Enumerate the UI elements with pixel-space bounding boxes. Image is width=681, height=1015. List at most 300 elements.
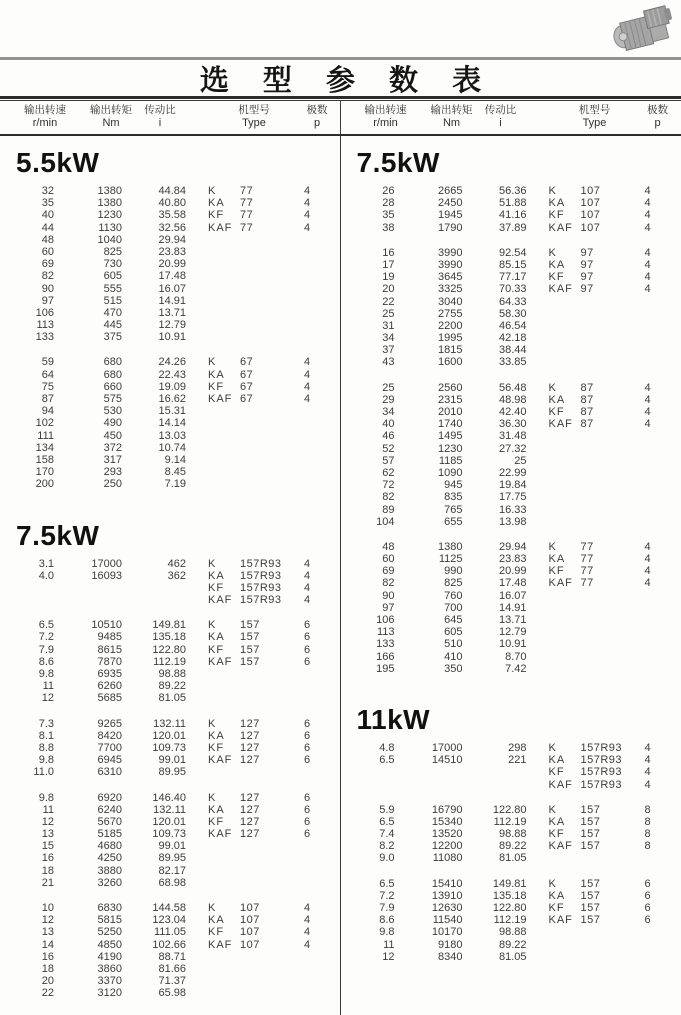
cell-spacer [527,443,545,455]
cell-output-torque: 6830 [97,902,122,914]
cell-output-torque: 765 [444,503,463,516]
cell-poles: 6 [303,791,311,804]
cell-output-speed: 44 [41,221,54,234]
cell-output-torque: 6945 [97,754,122,767]
cell-output-speed: 89 [382,503,395,516]
header-poles-cn: 极数 [647,104,668,116]
cell-output-speed: 32 [41,185,54,197]
cell-type-prefix [204,975,238,987]
cell-type-prefix [545,602,579,614]
cell-output-torque: 2010 [438,406,463,418]
cell-type-size: 107 [580,209,601,222]
cell-output-speed: 11 [42,803,54,816]
cell-output-torque: 1815 [438,344,463,357]
cell-output-torque: 1230 [97,209,122,222]
cell-ratio: 221 [508,754,527,767]
table-row [341,406,681,418]
cell-spacer [527,382,545,394]
cell-output-speed: 133 [376,638,395,651]
cell-output-torque: 13910 [431,889,463,902]
cell-output-torque: 12200 [431,840,463,853]
table-row [0,307,340,319]
cell-type-size: 77 [240,209,254,222]
cell-spacer [186,730,204,742]
cell-type-size: 157 [580,828,601,841]
cell-ratio: 65.98 [158,987,186,1000]
cell-spacer [186,804,204,816]
cell-spacer [527,766,545,778]
cell-spacer [527,614,545,626]
cell-ratio: 82.17 [158,864,186,877]
cell-output-speed: 26 [382,185,395,197]
table-row [0,939,340,951]
cell-type-prefix: KF [548,766,565,779]
cell-output-torque: 4680 [97,840,122,853]
header-poles [641,104,675,130]
cell-type-prefix [545,626,579,638]
cell-output-speed: 8.2 [379,840,395,853]
cell-spacer [527,852,545,864]
cell-poles: 4 [303,914,311,927]
table-row [0,258,340,270]
cell-output-torque: 825 [103,245,122,258]
table-row [0,209,340,221]
table-row [341,840,681,852]
gearbox-photo-icon [606,2,678,57]
cell-spacer [186,852,204,864]
cell-ratio: 362 [167,569,186,582]
cell-type-prefix [545,320,579,332]
table-row [0,656,340,668]
cell-poles: 8 [644,815,651,828]
cell-poles [635,590,661,602]
cell-type-size [579,852,635,864]
cell-poles [294,680,320,692]
table-row [0,692,340,704]
cell-output-torque: 530 [103,405,122,418]
table-row [0,975,340,987]
cell-poles: 4 [644,565,651,578]
cell-type-prefix: KAF [208,393,233,405]
cell-type-size: 77 [580,553,594,566]
cell-output-speed: 134 [35,441,54,454]
cell-type-size: 107 [240,902,260,914]
cell-output-speed: 5.9 [379,803,395,816]
header-speed-unit: r/min [32,117,58,129]
cell-type-size: 77 [580,565,594,578]
cell-type-prefix [545,590,579,602]
cell-poles: 8 [644,803,651,816]
cell-type-prefix: KAF [548,418,573,431]
table-row [341,344,681,356]
cell-type-size: 87 [580,393,594,406]
table-row [341,222,681,234]
cell-spacer [527,565,545,577]
cell-output-torque [54,594,122,606]
cell-type-prefix: KAF [548,914,573,927]
cell-ratio: 98.88 [498,926,527,939]
cell-type-prefix [545,926,579,938]
cell-type-size: 107 [240,914,260,927]
cell-output-torque: 16093 [91,569,122,582]
cell-output-torque: 6240 [97,803,122,816]
cell-spacer [186,197,204,209]
table-row [0,730,340,742]
cell-ratio: 16.62 [158,393,186,405]
cell-poles [294,295,320,307]
cell-type-prefix [545,296,579,308]
cell-type-prefix [204,417,238,429]
cell-output-torque: 6260 [97,680,122,693]
cell-poles: 6 [303,729,311,742]
cell-spacer [527,926,545,938]
table-block [341,804,681,865]
table-row [0,570,340,582]
table-row [341,577,681,589]
cell-ratio: 123.04 [152,914,186,927]
cell-output-torque: 3645 [438,271,463,284]
table-row [341,602,681,614]
cell-spacer [186,405,204,417]
cell-output-torque: 450 [103,429,122,442]
table-content [0,136,681,1015]
cell-output-speed: 31 [382,319,395,332]
header-speed-unit: r/min [373,117,398,129]
cell-output-torque: 2315 [438,393,463,406]
cell-poles [635,467,661,479]
cell-poles [635,455,661,467]
cell-output-speed: 9.8 [38,668,54,680]
cell-output-torque: 1790 [438,221,463,234]
cell-output-torque: 680 [103,368,122,381]
cell-type-prefix: KA [548,393,566,406]
cell-poles: 8 [644,828,651,841]
cell-type-size [238,466,294,478]
cell-poles: 4 [303,938,311,951]
cell-type-size [238,680,294,692]
cell-output-speed: 16 [382,246,395,259]
cell-output-speed: 13 [41,926,54,939]
cell-type-prefix [204,865,238,877]
cell-output-torque: 15340 [431,815,463,828]
cell-type-size [238,975,294,987]
table-row [341,185,681,197]
cell-type-prefix: KF [548,406,565,418]
cell-ratio: 8.70 [505,650,527,663]
cell-ratio: 9.14 [164,453,186,466]
cell-type-prefix: KAF [548,577,573,590]
cell-poles: 4 [303,368,311,381]
cell-output-speed: 12 [41,815,54,828]
cell-type-prefix [545,479,579,491]
table-row [341,197,681,209]
cell-output-speed: 166 [376,650,395,663]
cell-output-speed: 25 [382,307,395,320]
cell-poles [294,987,320,999]
cell-output-speed: 158 [35,453,54,466]
cell-output-speed: 37 [382,344,395,357]
cell-output-torque: 8420 [97,729,122,742]
table-row [0,926,340,938]
cell-type-prefix: K [208,902,217,914]
cell-output-speed: 34 [382,332,395,345]
cell-output-torque: 575 [103,393,122,405]
cell-type-size: 157R93 [580,766,623,779]
cell-type-size: 127 [240,815,260,828]
table-row [341,259,681,271]
cell-poles [294,258,320,270]
cell-output-torque [395,766,463,778]
cell-poles: 4 [644,741,651,754]
cell-type-prefix: K [548,540,557,553]
cell-poles [635,296,661,308]
cell-ratio: 149.81 [492,877,527,890]
cell-spacer [186,283,204,295]
cell-poles: 6 [303,717,311,730]
cell-spacer [186,828,204,840]
cell-output-speed [18,594,54,606]
cell-ratio: 42.40 [498,406,527,418]
cell-output-speed: 72 [382,479,395,492]
cell-type-size [579,479,635,491]
table-row [0,792,340,804]
cell-ratio: 40.80 [158,197,186,210]
cell-output-torque: 15410 [431,877,463,890]
cell-output-torque: 11540 [432,914,463,927]
cell-poles: 4 [644,406,651,418]
cell-output-torque: 5815 [97,914,122,927]
cell-output-speed: 7.2 [38,631,54,644]
cell-ratio: 48.98 [498,393,527,406]
cell-output-torque: 2450 [438,197,463,210]
cell-spacer [527,344,545,356]
cell-ratio: 102.66 [152,938,186,951]
header-torque-cn: 输出转矩 [90,104,132,116]
cell-type-prefix [545,344,579,356]
cell-spacer [527,271,545,283]
cell-spacer [527,418,545,430]
cell-type-size [579,430,635,442]
cell-type-size [579,663,635,675]
cell-type-size [238,877,294,889]
cell-output-torque: 1380 [97,197,122,210]
cell-ratio: 89.22 [158,680,186,693]
cell-poles [294,951,320,963]
cell-spacer [527,754,545,766]
cell-output-torque: 1495 [438,430,463,443]
cell-type-prefix [204,442,238,454]
column-right [341,136,681,1015]
cell-ratio: 7.19 [164,478,186,491]
cell-output-torque: 10170 [431,926,463,939]
cell-type-prefix [204,478,238,490]
cell-type-size [238,963,294,975]
cell-output-speed: 57 [382,454,395,467]
table-row [0,283,340,295]
cell-spacer [527,247,545,259]
cell-type-prefix: KAF [208,828,233,841]
cell-output-speed: 18 [41,962,54,975]
table-row [0,582,340,594]
cell-output-speed: 200 [35,478,54,491]
cell-output-torque: 945 [444,479,463,492]
cell-type-size [238,270,294,282]
cell-spacer [186,987,204,999]
cell-type-prefix: KAF [208,594,233,607]
cell-type-prefix: KAF [548,840,573,853]
cell-output-torque: 1040 [97,233,122,246]
cell-spacer [186,792,204,804]
cell-output-speed: 40 [382,418,395,431]
table-row [341,308,681,320]
cell-type-size [579,638,635,650]
cell-spacer [186,951,204,963]
cell-spacer [527,663,545,675]
cell-spacer [186,692,204,704]
cell-poles [635,516,661,528]
cell-output-torque [395,779,463,791]
cell-output-torque: 1380 [438,540,463,553]
table-block [341,742,681,791]
cell-type-size: 87 [580,406,594,418]
cell-output-speed: 8.6 [38,655,54,668]
cell-output-speed: 46 [382,430,395,443]
cell-output-torque: 3880 [97,864,122,877]
table-row [341,283,681,295]
cell-spacer [527,283,545,295]
cell-type-size: 67 [240,356,254,369]
cell-spacer [186,902,204,914]
cell-ratio: 146.40 [152,791,186,804]
table-row [0,631,340,643]
cell-ratio: 56.48 [498,381,527,394]
cell-ratio: 89.95 [158,766,186,779]
cell-spacer [186,644,204,656]
table-row [341,590,681,602]
cell-type-prefix [204,283,238,295]
cell-type-size: 107 [240,926,260,939]
table-row [341,951,681,963]
cell-output-speed: 21 [41,876,54,889]
cell-spacer [186,270,204,282]
cell-ratio: 23.83 [158,245,186,258]
cell-type-size: 127 [240,754,260,767]
table-row [341,553,681,565]
cell-output-speed: 4.0 [38,569,54,582]
cell-ratio: 10.91 [158,331,186,344]
cell-spacer [527,394,545,406]
cell-output-speed: 48 [382,540,395,553]
cell-spacer [527,259,545,271]
cell-ratio: 71.37 [158,975,186,988]
table-header [0,101,681,134]
cell-output-torque: 14510 [431,754,463,767]
table-row [341,443,681,455]
cell-output-speed: 69 [382,565,395,578]
cell-output-speed: 60 [382,553,395,566]
cell-poles: 6 [303,803,311,816]
cell-output-torque: 9265 [97,717,122,730]
cell-output-speed: 22 [41,987,54,1000]
cell-poles: 4 [644,553,651,566]
cell-type-size [579,296,635,308]
cell-type-size [579,651,635,663]
cell-spacer [527,779,545,791]
cell-type-prefix: KAF [208,221,233,234]
cell-poles: 4 [303,221,311,234]
cell-type-size: 157R93 [580,754,623,767]
table-row [0,619,340,631]
cell-ratio: 23.83 [498,553,527,566]
cell-output-torque: 3120 [97,987,122,1000]
cell-poles: 6 [303,828,311,841]
cell-spacer [527,504,545,516]
cell-type-size: 127 [240,741,260,754]
cell-output-speed: 12 [41,692,54,705]
cell-type-prefix [204,963,238,975]
cell-type-prefix [204,307,238,319]
cell-spacer [186,246,204,258]
table-row [0,417,340,429]
cell-output-torque: 1125 [438,553,463,566]
cell-poles: 4 [644,283,651,296]
cell-ratio: 36.30 [498,418,527,431]
cell-output-torque: 3990 [438,258,463,271]
cell-type-size [238,951,294,963]
cell-ratio: 120.01 [152,729,186,742]
cell-output-torque: 1230 [438,442,463,455]
cell-poles [294,405,320,417]
cell-type-prefix: KF [548,209,565,222]
cell-type-size: 127 [240,729,260,742]
table-row [0,369,340,381]
cell-ratio: 44.84 [158,185,186,197]
cell-output-torque: 660 [103,380,122,393]
table-block [0,356,340,490]
cell-type-prefix [204,405,238,417]
cell-type-prefix: KA [208,368,225,381]
cell-ratio: 17.75 [498,491,527,504]
cell-ratio: 16.07 [498,589,527,602]
cell-poles [294,840,320,852]
table-row [341,926,681,938]
cell-type-prefix [204,246,238,258]
cell-output-torque: 1380 [97,185,122,197]
cell-ratio: 32.56 [158,221,186,234]
header-ratio [473,104,529,130]
table-row [341,209,681,221]
cell-output-speed: 7.3 [38,717,54,730]
cell-ratio: 22.43 [158,368,186,381]
cell-output-torque: 6920 [97,791,122,804]
cell-output-speed: 7.9 [38,643,54,656]
cell-ratio: 99.01 [158,754,186,767]
cell-output-speed: 9.8 [38,791,54,804]
table-row [0,430,340,442]
cell-poles: 6 [644,889,651,902]
cell-ratio: 111.05 [153,926,186,939]
cell-type-prefix [204,466,238,478]
cell-output-speed: 16 [41,852,54,865]
cell-spacer [186,417,204,429]
cell-poles: 4 [303,902,311,914]
cell-output-speed: 104 [376,515,395,528]
header-type [549,104,641,130]
table-row [341,804,681,816]
cell-ratio: 122.80 [492,803,527,816]
cell-type-prefix [204,951,238,963]
table-row [341,828,681,840]
